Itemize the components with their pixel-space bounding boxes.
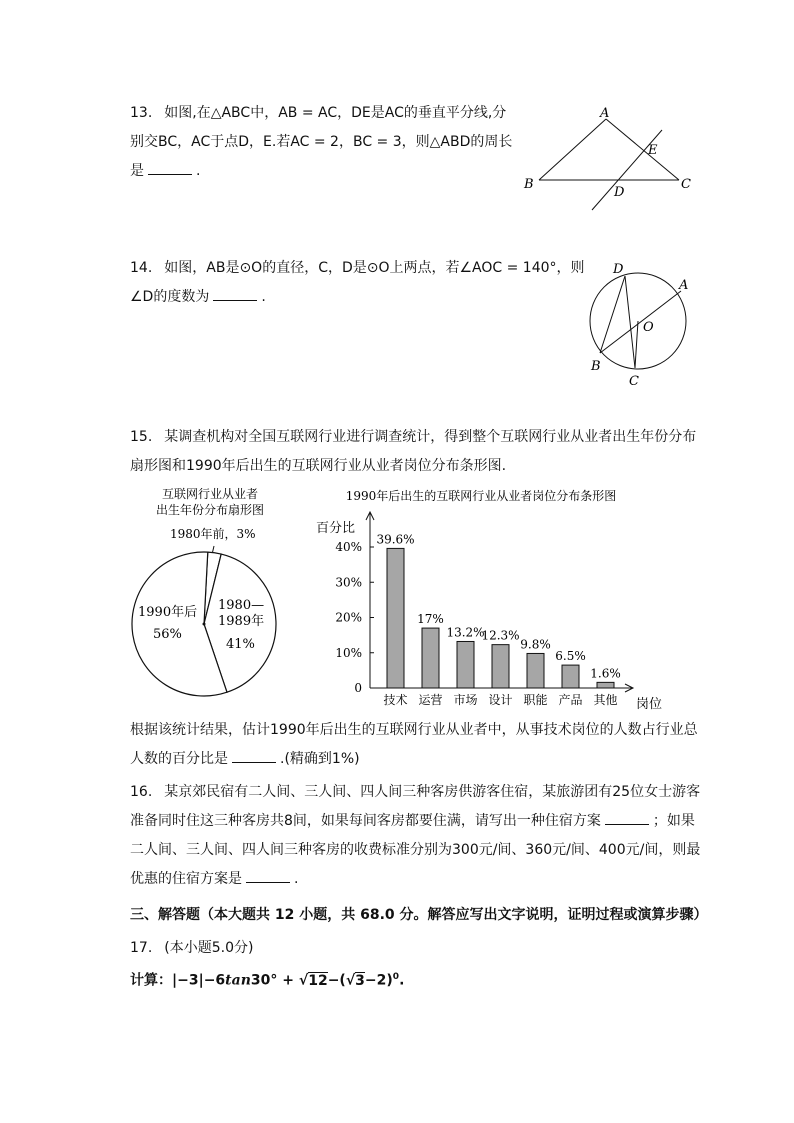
answer-blank[interactable] — [148, 160, 192, 175]
bar-2 — [457, 641, 474, 688]
section-heading: 三、解答题（本大题共 12 小题，共 68.0 分。解答应写出文字说明，证明过程或演算步骤） — [130, 907, 708, 923]
bar-category-label: 产品 — [558, 693, 583, 707]
answer-blank[interactable] — [246, 868, 290, 883]
bar-value-label: 12.3% — [481, 628, 520, 643]
pie-label-before-1980: 1980年前，3% — [170, 527, 256, 541]
question-17 — [130, 934, 404, 996]
question-13 — [130, 99, 512, 186]
y-tick-label: 10% — [335, 645, 362, 660]
label-c: C — [629, 374, 639, 389]
label-b: B — [591, 359, 601, 374]
pie-label-after-1990: 1990年后 — [138, 605, 198, 620]
sqrt-sign: √ — [345, 972, 356, 989]
label-d: D — [614, 185, 625, 200]
y-tick-label: 0 — [354, 681, 362, 695]
bar-value-label: 6.5% — [555, 649, 586, 664]
label-d: D — [613, 262, 624, 277]
q17-expression: 计算：$|-3|-6\tan 30^\circ + √12-(√3-2)^0$. — [130, 972, 405, 989]
q15-after-line1: 根据该统计结果，估计1990年后出生的互联网行业从业者中，从事技术岗位的人数占行业总 — [130, 722, 698, 738]
q13-line2: 别交BC，AC于点D，E.若AC = 2，BC = 3，则△ABD的周长 — [130, 134, 513, 150]
q15-line1: 15. 某调查机构对全国互联网行业进行调查统计，得到整个互联网行业从业者出生年份分布 — [130, 429, 697, 445]
bar-title: 1990年后出生的互联网行业从业者岗位分布条形图 — [345, 489, 617, 503]
label-o: O — [643, 320, 654, 335]
bar-value-label: 13.2% — [446, 625, 485, 640]
y-tick-label: 40% — [335, 540, 362, 554]
question-14 — [130, 254, 585, 312]
bar-value-label: 9.8% — [520, 637, 551, 652]
answer-blank[interactable] — [213, 286, 257, 301]
bar-category-label: 市场 — [453, 693, 478, 707]
q13-line1: 13. 如图,在△ABC中，AB = AC，DE是AC的垂直平分线,分 — [130, 105, 507, 121]
q14-line2: ∠D的度数为 . — [130, 283, 585, 312]
q14-line1: 14. 如图，AB是⊙O的直径，C，D是⊙O上两点，若∠AOC = 140°，则 — [130, 260, 585, 276]
y-tick-label: 30% — [335, 575, 362, 590]
q15-line2: 扇形图和1990年后出生的互联网行业从业者岗位分布条形图. — [130, 458, 507, 474]
bar-ylabel: 百分比 — [316, 521, 356, 536]
bar-category-label: 其他 — [593, 693, 618, 707]
y-tick-label: 20% — [335, 610, 362, 625]
triangle-figure — [515, 100, 705, 219]
q16-line4: 优惠的住宿方案是 . — [130, 865, 700, 894]
q16-line2: 准备同时住这三种客房共8间，如果每间客房都要住满，请写出一种住宿方案 ；如果 — [130, 807, 700, 836]
circle-figure — [580, 258, 700, 397]
bar-category-label: 运营 — [418, 693, 443, 707]
q15-after-line2: 人数的百分比是 .(精确到1%) — [130, 745, 698, 774]
pie-subtitle: 出生年份分布扇形图 — [155, 503, 265, 517]
label-a: A — [679, 278, 689, 293]
answer-blank[interactable] — [605, 810, 649, 825]
answer-blank[interactable] — [232, 748, 276, 763]
bar-category-label: 设计 — [488, 693, 513, 707]
bar-category-label: 技术 — [383, 693, 408, 707]
sqrt-sign: √ — [298, 972, 309, 989]
bar-chart — [310, 482, 680, 716]
pie-center — [203, 623, 206, 626]
pie-pct-after-1990: 56% — [153, 627, 182, 642]
bar-4 — [527, 653, 544, 688]
label-c: C — [681, 177, 691, 192]
bar-xlabel: 岗位 — [636, 697, 663, 712]
bar-value-label: 1.6% — [590, 666, 621, 681]
pie-title: 互联网行业从业者 — [161, 487, 259, 501]
q13-line3: 是 . — [130, 157, 512, 186]
label-a: A — [600, 106, 610, 121]
pie-label-1980-1989-line2: 1989年 — [218, 614, 265, 629]
label-b: B — [524, 177, 534, 192]
bar-value-label: 39.6% — [376, 532, 415, 547]
bar-5 — [562, 665, 579, 688]
bar-value-label: 17% — [417, 612, 444, 627]
pie-pct-1980-1989: 41% — [226, 637, 255, 652]
q15-after — [130, 716, 698, 774]
bar-1 — [422, 628, 439, 688]
bar-3 — [492, 645, 509, 688]
question-number: 13. — [130, 105, 153, 121]
bar-0 — [387, 548, 404, 688]
q16-line3: 二人间、三人间、四人间三种客房的收费标准分别为300元/间、360元/间、400元/间，则最 — [130, 842, 701, 858]
bar-6 — [597, 682, 614, 688]
q16-line1: 16. 某京郊民宿有二人间、三人间、四人间三种客房供游客住宿，某旅游团有25位女士游客 — [130, 784, 701, 800]
bar-category-label: 职能 — [523, 693, 548, 707]
q17-header: 17. (本小题5.0分) — [130, 940, 254, 956]
question-15 — [130, 423, 696, 481]
pie-label-1980-1989-line1: 1980— — [218, 598, 265, 613]
question-16 — [130, 778, 700, 894]
pie-chart — [120, 482, 300, 701]
label-e: E — [648, 143, 658, 158]
